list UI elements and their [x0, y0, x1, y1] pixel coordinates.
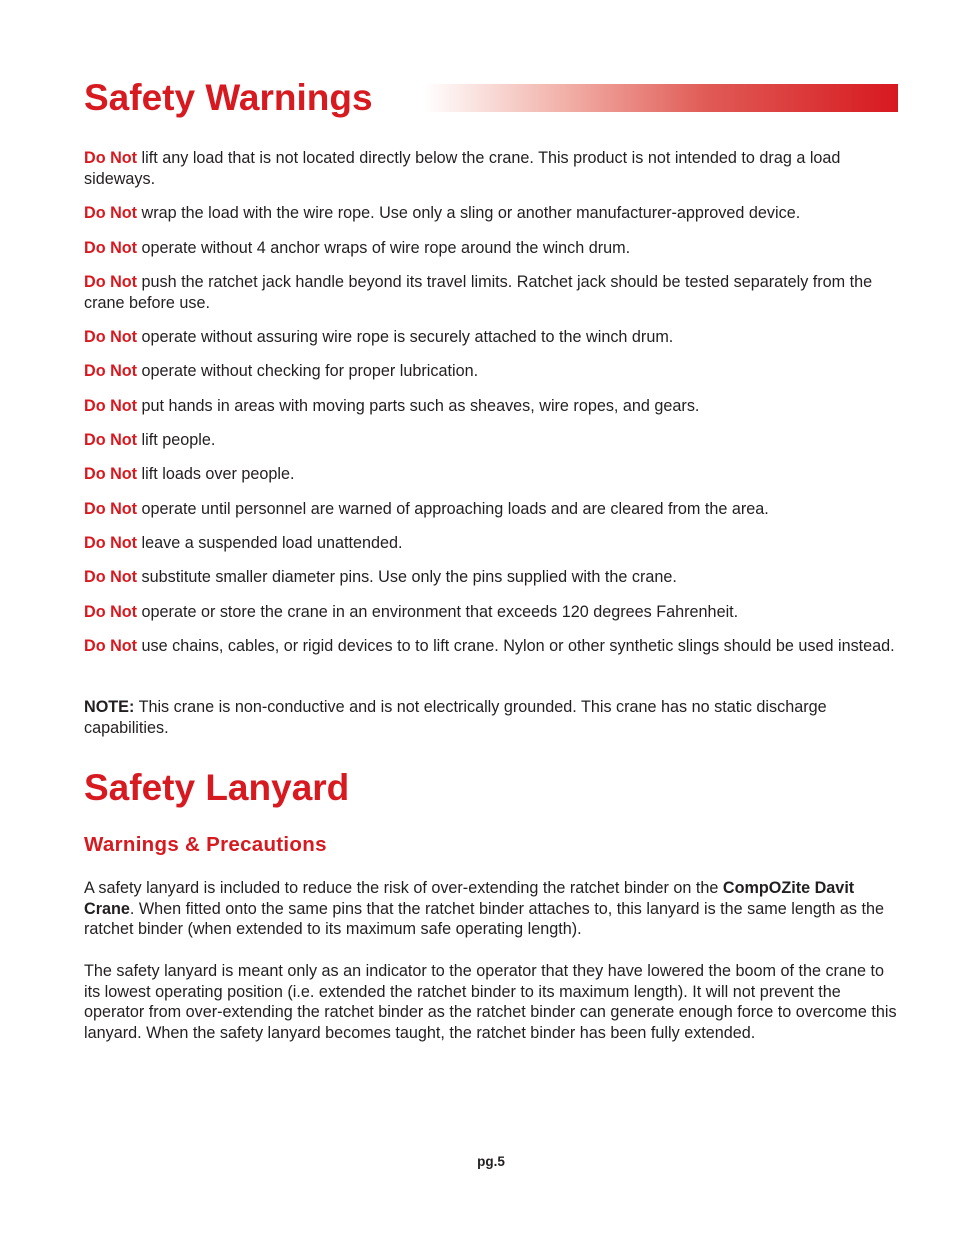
do-not-label: Do Not [84, 204, 138, 223]
warning-item [84, 602, 898, 623]
lanyard-para1-text-b: . When fitted onto the same pins that the ratchet binder attaches to, this lanyard is the same length as the ratchet binder (when extended to its maximum safe operating length). [84, 899, 884, 939]
warning-text: leave a suspended load unattended. [137, 533, 403, 552]
do-not-label: Do Not [84, 272, 138, 291]
do-not-label: Do Not [84, 328, 138, 347]
warning-text: put hands in areas with moving parts such as sheaves, wire ropes, and gears. [137, 396, 700, 415]
warning-item [84, 203, 898, 224]
product-name: CompOZite Davit Crane [84, 879, 855, 918]
do-not-label: Do Not [84, 465, 138, 484]
warning-item [84, 567, 898, 588]
safety-warnings-title: Safety Warnings [84, 77, 373, 118]
warning-text: operate without assuring wire rope is securely attached to the winch drum. [137, 328, 674, 347]
warning-text: operate without 4 anchor wraps of wire rope around the winch drum. [137, 238, 631, 257]
warning-text: lift any load that is not located directly below the crane. This product is not intended to drag a load sideways. [84, 149, 841, 188]
do-not-label: Do Not [84, 499, 138, 518]
note-label: NOTE: [84, 698, 135, 716]
safety-warnings-header [84, 74, 898, 122]
warning-item [84, 238, 898, 259]
do-not-label: Do Not [84, 636, 138, 655]
warnings-precautions-subtitle: Warnings & Precautions [84, 833, 327, 856]
header-gradient-bar [424, 84, 898, 112]
warning-text: push the ratchet jack handle beyond its travel limits. Ratchet jack should be tested separately from the crane before use. [84, 272, 873, 312]
lanyard-para1-text-a: A safety lanyard is included to reduce the risk of over-extending the ratchet binder on the [84, 879, 723, 897]
warning-item [84, 327, 898, 348]
warning-item [84, 272, 898, 314]
do-not-label: Do Not [84, 602, 138, 621]
warning-text: operate or store the crane in an environment that exceeds 120 degrees Fahrenheit. [137, 602, 739, 621]
page-number: pg.5 [477, 1154, 505, 1169]
warning-item [84, 464, 898, 485]
do-not-label: Do Not [84, 238, 138, 257]
note-text: This crane is non-conductive and is not electrically grounded. This crane has no static discharge capabilities. [84, 698, 827, 737]
do-not-label: Do Not [84, 362, 138, 381]
do-not-label: Do Not [84, 431, 138, 450]
do-not-label: Do Not [84, 149, 138, 167]
warning-item [84, 499, 898, 520]
warning-item [84, 361, 898, 382]
warning-text: operate without checking for proper lubrication. [137, 362, 479, 381]
warning-text: use chains, cables, or rigid devices to to lift crane. Nylon or other synthetic slings should be used instead. [137, 636, 895, 655]
warning-item [84, 533, 898, 554]
note-paragraph [84, 697, 884, 739]
safety-lanyard-title: Safety Lanyard [84, 767, 350, 808]
warning-text: lift people. [137, 431, 216, 450]
warning-item [84, 430, 898, 451]
lanyard-paragraph-2: The safety lanyard is meant only as an indicator to the operator that they have lowered the boom of the crane to its lowest operating position (i.e. extended the ratchet binder to its maximum length). It will not prevent the operator from over-extending the ratchet binder as the ratchet binder can generate enough force to overcome this lanyard. When the safety lanyard becomes taught, the ratchet binder has been fully extended. [84, 962, 897, 1042]
warning-text: substitute smaller diameter pins. Use only the pins supplied with the crane. [137, 568, 677, 587]
warning-text: lift loads over people. [137, 465, 295, 484]
do-not-label: Do Not [84, 396, 138, 415]
do-not-label: Do Not [84, 533, 138, 552]
warning-item [84, 396, 898, 417]
lanyard-paragraph-1 [84, 878, 898, 940]
warning-text: operate until personnel are warned of approaching loads and are cleared from the area. [137, 499, 769, 518]
warnings-list [84, 148, 898, 670]
warning-item [84, 636, 898, 657]
do-not-label: Do Not [84, 568, 138, 587]
warning-text: wrap the load with the wire rope. Use only a sling or another manufacturer-approved device. [137, 204, 801, 223]
warning-item [84, 148, 898, 190]
